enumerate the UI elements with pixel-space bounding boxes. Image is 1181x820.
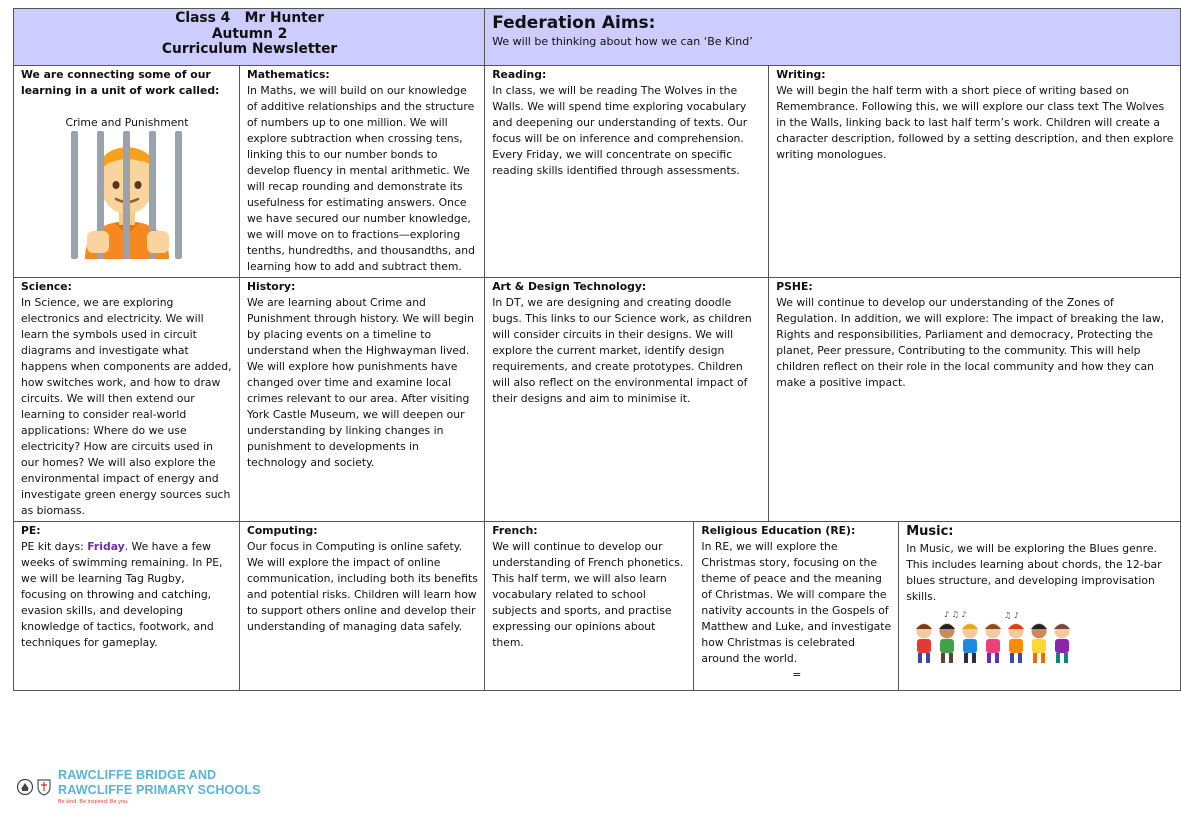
header-row bbox=[14, 9, 1181, 66]
row-1 bbox=[14, 66, 1181, 278]
maths-heading: Mathematics: bbox=[246, 68, 330, 81]
school-tagline: Be kind. Be inspired. Be you. bbox=[58, 799, 129, 805]
school-shield-icon bbox=[36, 778, 52, 796]
art-dt-heading: Art & Design Technology: bbox=[492, 280, 647, 293]
school-name-line-2: RAWCLIFFE PRIMARY SCHOOLS bbox=[58, 783, 261, 797]
french-cell bbox=[485, 522, 694, 691]
music-heading: Music: bbox=[906, 524, 954, 539]
school-name-line-1: RAWCLIFFE BRIDGE AND bbox=[58, 768, 217, 782]
reading-heading: Reading: bbox=[492, 68, 547, 81]
child-2 bbox=[939, 624, 955, 664]
school-crest-icon bbox=[16, 778, 34, 796]
re-heading: Religious Education (RE): bbox=[701, 524, 856, 537]
science-text: In Science, we are exploring electronics and electricity. We will learn the symbols used in circuit diagrams and investigate what happens when components are added, how switches work, and how to draw circuits. We will then extend our learning to consider real-world applications: Where do we use electricity? How are circuits used in our homes? We will also explore the environmental impact of energy and investigate green energy sources such as biomass. bbox=[21, 296, 232, 517]
science-heading: Science: bbox=[21, 280, 72, 293]
row-2 bbox=[14, 278, 1181, 522]
pshe-text: We will continue to develop our understanding of the Zones of Regulation. In addition, we will explore: The impact of breaking the law, Rights and responsibilities, Parliament and democracy, Protecting the planet, Peer pressure, Contributing to the community. This will help children reflect on their role in the local community and how they can make a positive impact. bbox=[776, 296, 1165, 389]
row-3 bbox=[14, 522, 1181, 691]
federation-aims bbox=[485, 9, 1181, 66]
term: Autumn 2 bbox=[211, 25, 288, 42]
logo-icons bbox=[16, 778, 52, 796]
music-cell bbox=[899, 522, 1181, 691]
writing-text: We will begin the half term with a short piece of writing based on Remembrance. Following this, we will explore our class text The Wolves in the Walls, linking back to last half term’s work. Children will create a character description, followed by a setting description, and then explore writing monologues. bbox=[776, 84, 1174, 161]
history-text: We are learning about Crime and Punishment through history. We will begin by placing events on a timeline to understand when the Highwayman lived. We will explore how punishments have changed over time and examine local crimes relevant to our area. After visiting York Castle Museum, we will deepen our understanding by linking changes in punishment to developments in technology and society. bbox=[246, 296, 474, 469]
unit-intro: We are connecting some of our learning in a unit of work called: bbox=[21, 68, 220, 97]
child-1 bbox=[916, 624, 932, 664]
re-trailing-symbol: = bbox=[792, 668, 802, 681]
child-6 bbox=[1031, 624, 1047, 664]
french-text: We will continue to develop our understanding of French phonetics. This half term, we will also learn vocabulary related to school subjects and sports, and practise expressing our opinions about them. bbox=[492, 540, 684, 649]
pe-text: . We have a few weeks of swimming remaining. In PE, we will be learning Tag Rugby, focusing on throwing and catching, evasion skills, and developing knowledge of tactics, footwork, and techniques for gameplay. bbox=[21, 540, 223, 649]
pe-cell bbox=[14, 522, 240, 691]
unit-cell bbox=[14, 66, 240, 278]
maths-text: In Maths, we will build on our knowledge of additive relationships and the structure of numbers up to one million. We will explore subtraction when crossing tens, linking this to our number bonds to develop fluency in mental arithmetic. We will recap rounding and demonstrate its usefulness for estimating answers. Once we have secured our number knowledge, we will move on to fractions—exploring tenths, hundredths, and thousandths, and learning how to add and subtract them. bbox=[246, 84, 475, 273]
svg-text:♪ ♫ ♪: ♪ ♫ ♪ bbox=[944, 610, 967, 619]
newsletter-table bbox=[13, 8, 1181, 691]
re-cell bbox=[694, 522, 899, 691]
pe-kit-prefix: PE kit days: bbox=[21, 540, 88, 553]
child-4 bbox=[985, 624, 1001, 664]
doc-title: Curriculum Newsletter bbox=[161, 41, 338, 57]
pshe-heading: PSHE: bbox=[776, 280, 813, 293]
class-line: Class 4 Mr Hunter bbox=[175, 10, 324, 26]
computing-heading: Computing: bbox=[246, 524, 318, 537]
svg-text:♫ ♪: ♫ ♪ bbox=[1004, 611, 1020, 620]
history-cell bbox=[239, 278, 484, 522]
singing-children-icon bbox=[914, 609, 1089, 665]
computing-text: Our focus in Computing is online safety. We will explore the impact of online communication, including both its benefits and potential risks. Children will learn how to support others online and develop their understanding of managing data safely. bbox=[246, 540, 478, 633]
logo-text bbox=[58, 768, 261, 805]
writing-heading: Writing: bbox=[776, 68, 826, 81]
class-info bbox=[14, 9, 485, 66]
federation-title: Federation Aims: bbox=[492, 13, 656, 33]
art-dt-text: In DT, we are designing and creating doodle bugs. This links to our Science work, as children will consider circuits in their designs. We will explore the current market, identify design requirements, and create prototypes. Children will also reflect on the environmental impact of their designs and aim to minimise it. bbox=[492, 296, 752, 405]
art-dt-cell bbox=[485, 278, 769, 522]
child-5 bbox=[1008, 624, 1024, 664]
pshe-cell bbox=[769, 278, 1181, 522]
re-text: In RE, we will explore the Christmas story, focusing on the theme of peace and the meaning of Christmas. We will compare the nativity accounts in the Gospels of Matthew and Luke, and investigate how Christmas is celebrated around the world. bbox=[701, 540, 892, 665]
child-7 bbox=[1054, 624, 1070, 664]
computing-cell bbox=[239, 522, 484, 691]
reading-text: In class, we will be reading The Wolves in the Walls. We will spend time exploring vocabulary and deepening our understanding of texts. Our focus will be on inference and comprehension. Every Friday, we will concentrate on specific reading skills identified through assessments. bbox=[492, 84, 748, 177]
reading-cell bbox=[485, 66, 769, 278]
prisoner-behind-bars-icon bbox=[67, 131, 187, 259]
history-heading: History: bbox=[246, 280, 296, 293]
pe-kit-day: Friday bbox=[87, 540, 125, 553]
unit-topic: Crime and Punishment bbox=[65, 116, 189, 129]
french-heading: French: bbox=[492, 524, 538, 537]
pe-heading: PE: bbox=[21, 524, 41, 537]
writing-cell bbox=[769, 66, 1181, 278]
school-logo bbox=[16, 768, 261, 805]
federation-text: We will be thinking about how we can ‘Be Kind’ bbox=[492, 35, 753, 48]
science-cell bbox=[14, 278, 240, 522]
child-3 bbox=[962, 624, 978, 664]
maths-cell bbox=[239, 66, 484, 278]
music-text: In Music, we will be exploring the Blues genre. This includes learning about chords, the 12-bar blues structure, and developing improvisation skills. bbox=[906, 542, 1162, 603]
